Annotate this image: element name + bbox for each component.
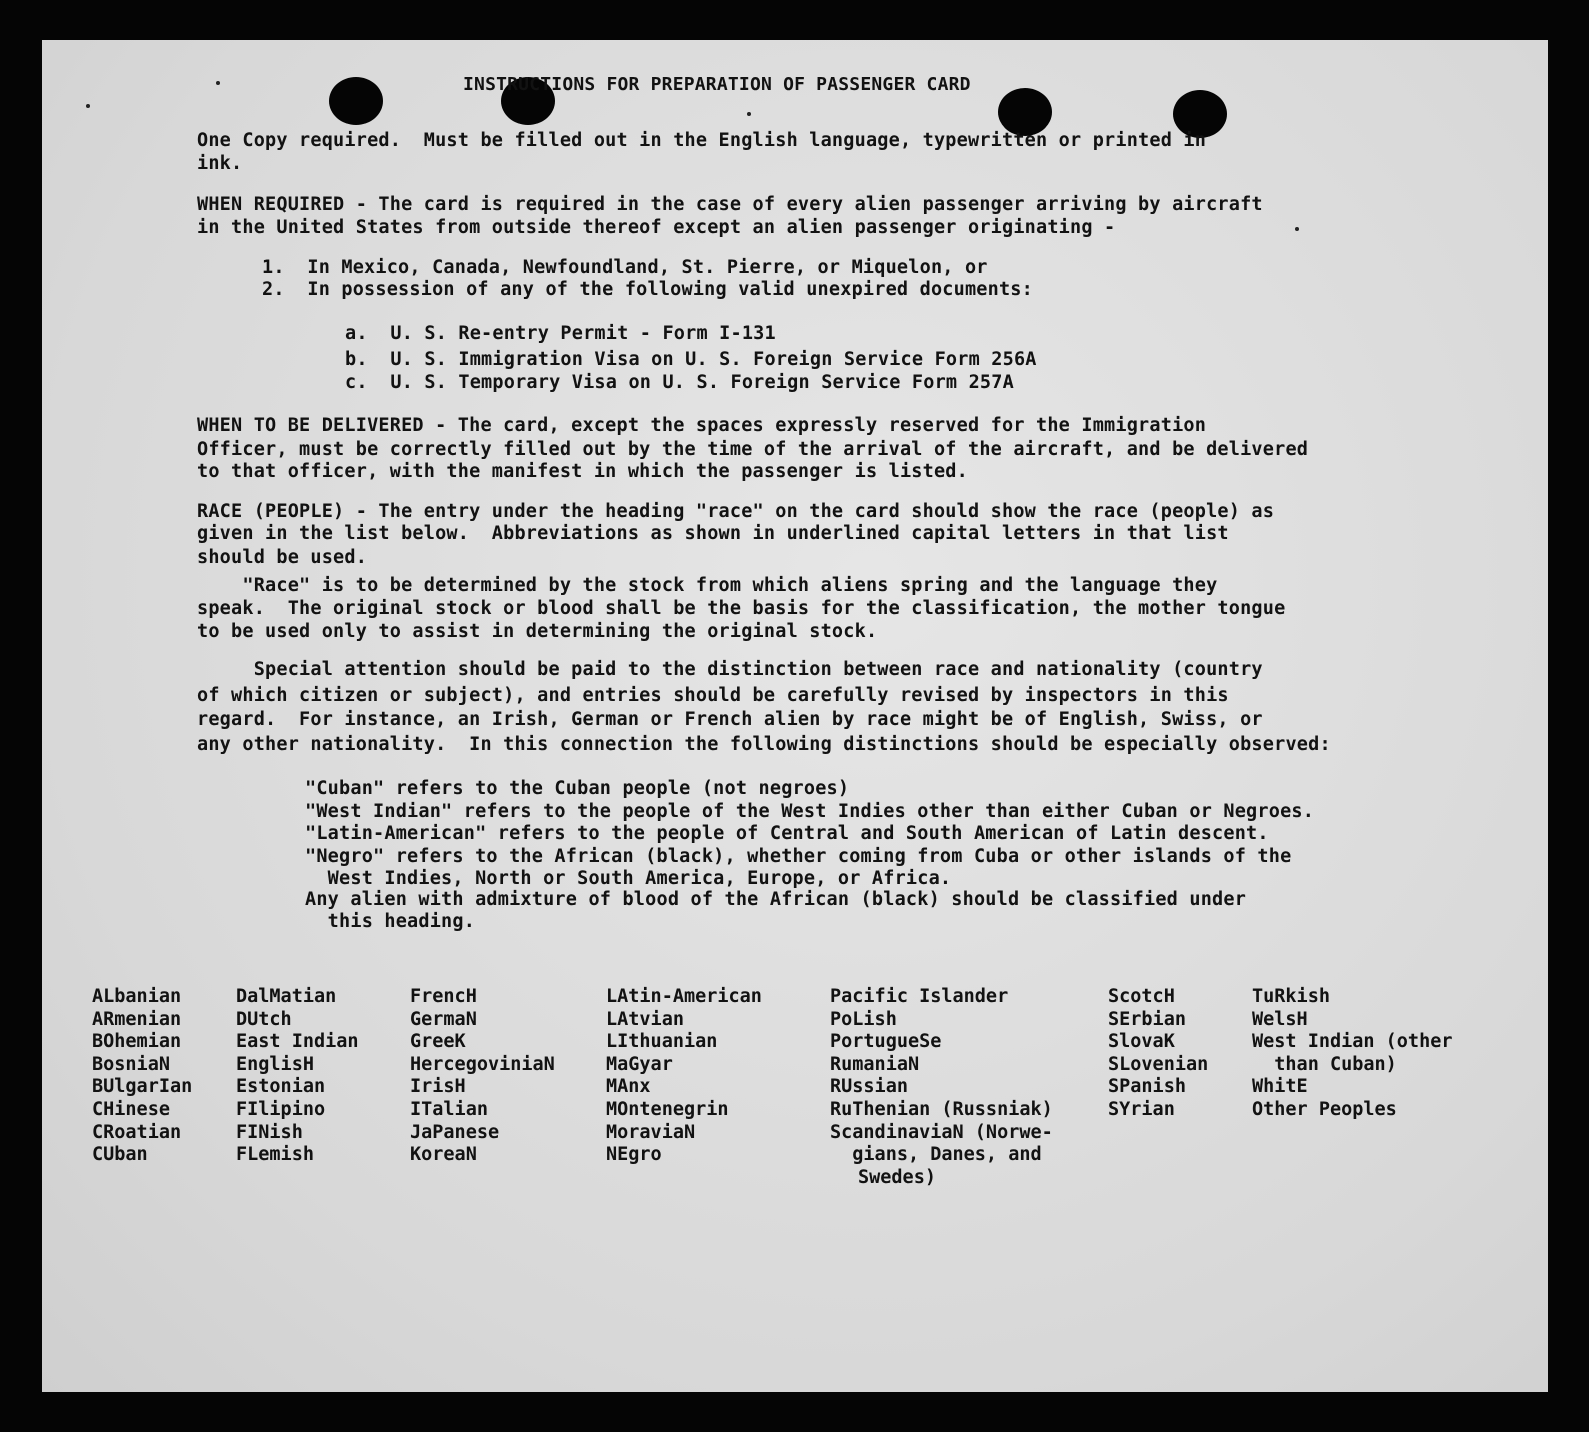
race-entry: EnglisH xyxy=(236,1053,314,1075)
race-entry: LAtin-American xyxy=(606,986,762,1007)
race-line: RACE (PEOPLE) - The entry under the heading "race" on the card should show the race (people) as xyxy=(197,501,1275,522)
race-entry: Estonian xyxy=(236,1076,326,1098)
race-entry: SlovaK xyxy=(1108,1031,1175,1053)
race-entry: gians, Danes, and xyxy=(830,1144,1042,1166)
race-entry: CUban xyxy=(92,1144,148,1166)
race-entry: than Cuban) xyxy=(1252,1053,1397,1075)
race-entry: ScandinaviaN (Norwe- xyxy=(830,1121,1053,1143)
special-attention-line: of which citizen or subject), and entries should be carefully revised by inspectors in this xyxy=(197,685,1229,706)
race-column xyxy=(606,986,762,1167)
race-line: given in the list below. Abbreviations as shown in underlined capital letters in that list xyxy=(197,523,1229,544)
distinction-line: this heading. xyxy=(305,911,476,932)
race-entry: IrisH xyxy=(410,1076,466,1098)
race-entry: FIlipino xyxy=(236,1098,326,1120)
race-entry: MAnx xyxy=(606,1076,651,1098)
distinction-line: Any alien with admixture of blood of the African (black) should be classified under xyxy=(305,889,1247,910)
race-entry: FINish xyxy=(236,1121,303,1143)
race-entry: BOhemian xyxy=(92,1031,182,1053)
intro-line: ink. xyxy=(197,153,243,174)
race-entry: TuRkish xyxy=(1252,986,1330,1007)
race-determined-line: speak. The original stock or blood shall be the basis for the classification, the mother tongue xyxy=(197,598,1286,619)
race-entry: BosniaN xyxy=(92,1053,170,1075)
race-entry: GreeK xyxy=(410,1031,466,1053)
race-column xyxy=(236,986,359,1167)
race-entry: CHinese xyxy=(92,1098,170,1120)
punch-hole xyxy=(329,77,383,125)
race-column xyxy=(92,986,192,1167)
numbered-item: 2. In possession of any of the following valid unexpired documents: xyxy=(262,279,1033,300)
distinction-line: "Cuban" refers to the Cuban people (not negroes) xyxy=(305,778,850,799)
race-entry: ITalian xyxy=(410,1098,488,1120)
race-entry: CRoatian xyxy=(92,1121,182,1143)
race-entry: PortugueSe xyxy=(830,1031,942,1053)
document-title: INSTRUCTIONS FOR PREPARATION OF PASSENGER CARD xyxy=(463,74,971,95)
when-delivered-line: Officer, must be correctly filled out by the time of the arrival of the aircraft, and be delivered xyxy=(197,439,1309,460)
special-attention-line: regard. For instance, an Irish, German or French alien by race might be of English, Swiss, or xyxy=(197,709,1263,730)
race-entry: RUssian xyxy=(830,1076,908,1098)
race-entry: ARmenian xyxy=(92,1008,182,1030)
race-entry: SLovenian xyxy=(1108,1053,1209,1075)
when-required-line: WHEN REQUIRED - The card is required in the case of every alien passenger arriving by aircraft xyxy=(197,194,1263,215)
distinction-line: "Negro" refers to the African (black), whether coming from Cuba or other islands of the xyxy=(305,846,1292,867)
race-entry: DalMatian xyxy=(236,986,337,1007)
race-entry: FLemish xyxy=(236,1144,314,1166)
race-column xyxy=(1108,986,1208,1122)
lettered-item: a. U. S. Re-entry Permit - Form I-131 xyxy=(345,323,776,344)
race-entry: MaGyar xyxy=(606,1053,673,1075)
race-determined-line: to be used only to assist in determining the original stock. xyxy=(197,621,878,642)
race-entry: WelsH xyxy=(1252,1008,1308,1030)
race-entry: Swedes) xyxy=(858,1166,936,1188)
race-entry: MoraviaN xyxy=(606,1121,696,1143)
race-entry: East Indian xyxy=(236,1031,359,1053)
race-entry: SPanish xyxy=(1108,1076,1186,1098)
race-column xyxy=(830,986,1053,1189)
race-entry: DUtch xyxy=(236,1008,292,1030)
race-column xyxy=(410,986,555,1167)
race-determined-line: "Race" is to be determined by the stock from which aliens spring and the language they xyxy=(197,575,1218,596)
race-entry: ALbanian xyxy=(92,986,182,1007)
lettered-item: b. U. S. Immigration Visa on U. S. Foreign Service Form 256A xyxy=(345,349,1037,370)
intro-line: One Copy required. Must be filled out in the English language, typewritten or printed in xyxy=(197,130,1207,151)
race-entry: SYrian xyxy=(1108,1098,1175,1120)
special-attention-line: Special attention should be paid to the distinction between race and nationality (country xyxy=(197,659,1263,680)
race-entry: NEgro xyxy=(606,1144,662,1166)
lettered-item: c. U. S. Temporary Visa on U. S. Foreign Service Form 257A xyxy=(345,372,1014,393)
distinction-line: "West Indian" refers to the people of the West Indies other than either Cuban or Negroes. xyxy=(305,801,1315,822)
when-required-line: in the United States from outside thereof except an alien passenger originating - xyxy=(197,217,1116,238)
race-entry: HercegoviniaN xyxy=(410,1053,555,1075)
race-entry: FrencH xyxy=(410,986,477,1007)
race-entry: GermaN xyxy=(410,1008,477,1030)
distinction-line: "Latin-American" refers to the people of Central and South American of Latin descent. xyxy=(305,823,1269,844)
race-entry: KoreaN xyxy=(410,1144,477,1166)
ink-speck xyxy=(1295,227,1299,231)
race-entry: WhitE xyxy=(1252,1076,1308,1098)
race-entry: LIthuanian xyxy=(606,1031,718,1053)
race-entry: BUlgarIan xyxy=(92,1076,193,1098)
race-line: should be used. xyxy=(197,547,368,568)
numbered-item: 1. In Mexico, Canada, Newfoundland, St. Pierre, or Miquelon, or xyxy=(262,257,988,278)
race-column xyxy=(1252,986,1452,1122)
race-entry: Other Peoples xyxy=(1252,1098,1397,1120)
race-entry: RumaniaN xyxy=(830,1053,920,1075)
special-attention-line: any other nationality. In this connection the following distinctions should be especially observed: xyxy=(197,734,1331,755)
when-delivered-line: WHEN TO BE DELIVERED - The card, except the spaces expressly reserved for the Immigration xyxy=(197,415,1207,436)
race-entry: Pacific Islander xyxy=(830,986,1009,1007)
ink-speck xyxy=(216,81,220,85)
when-delivered-line: to that officer, with the manifest in which the passenger is listed. xyxy=(197,461,968,482)
race-entry: RuThenian (Russniak) xyxy=(830,1098,1053,1120)
race-entry: JaPanese xyxy=(410,1121,500,1143)
race-entry: SErbian xyxy=(1108,1008,1186,1030)
distinction-line: West Indies, North or South America, Europe, or Africa. xyxy=(305,868,952,889)
bleed-through-text xyxy=(182,1272,855,1287)
race-entry: West Indian (other xyxy=(1252,1031,1453,1053)
ink-speck xyxy=(747,112,751,116)
ink-speck xyxy=(86,104,90,108)
race-entry: PoLish xyxy=(830,1008,897,1030)
race-entry: LAtvian xyxy=(606,1008,684,1030)
race-entry: ScotcH xyxy=(1108,986,1175,1007)
race-entry: MOntenegrin xyxy=(606,1098,729,1120)
